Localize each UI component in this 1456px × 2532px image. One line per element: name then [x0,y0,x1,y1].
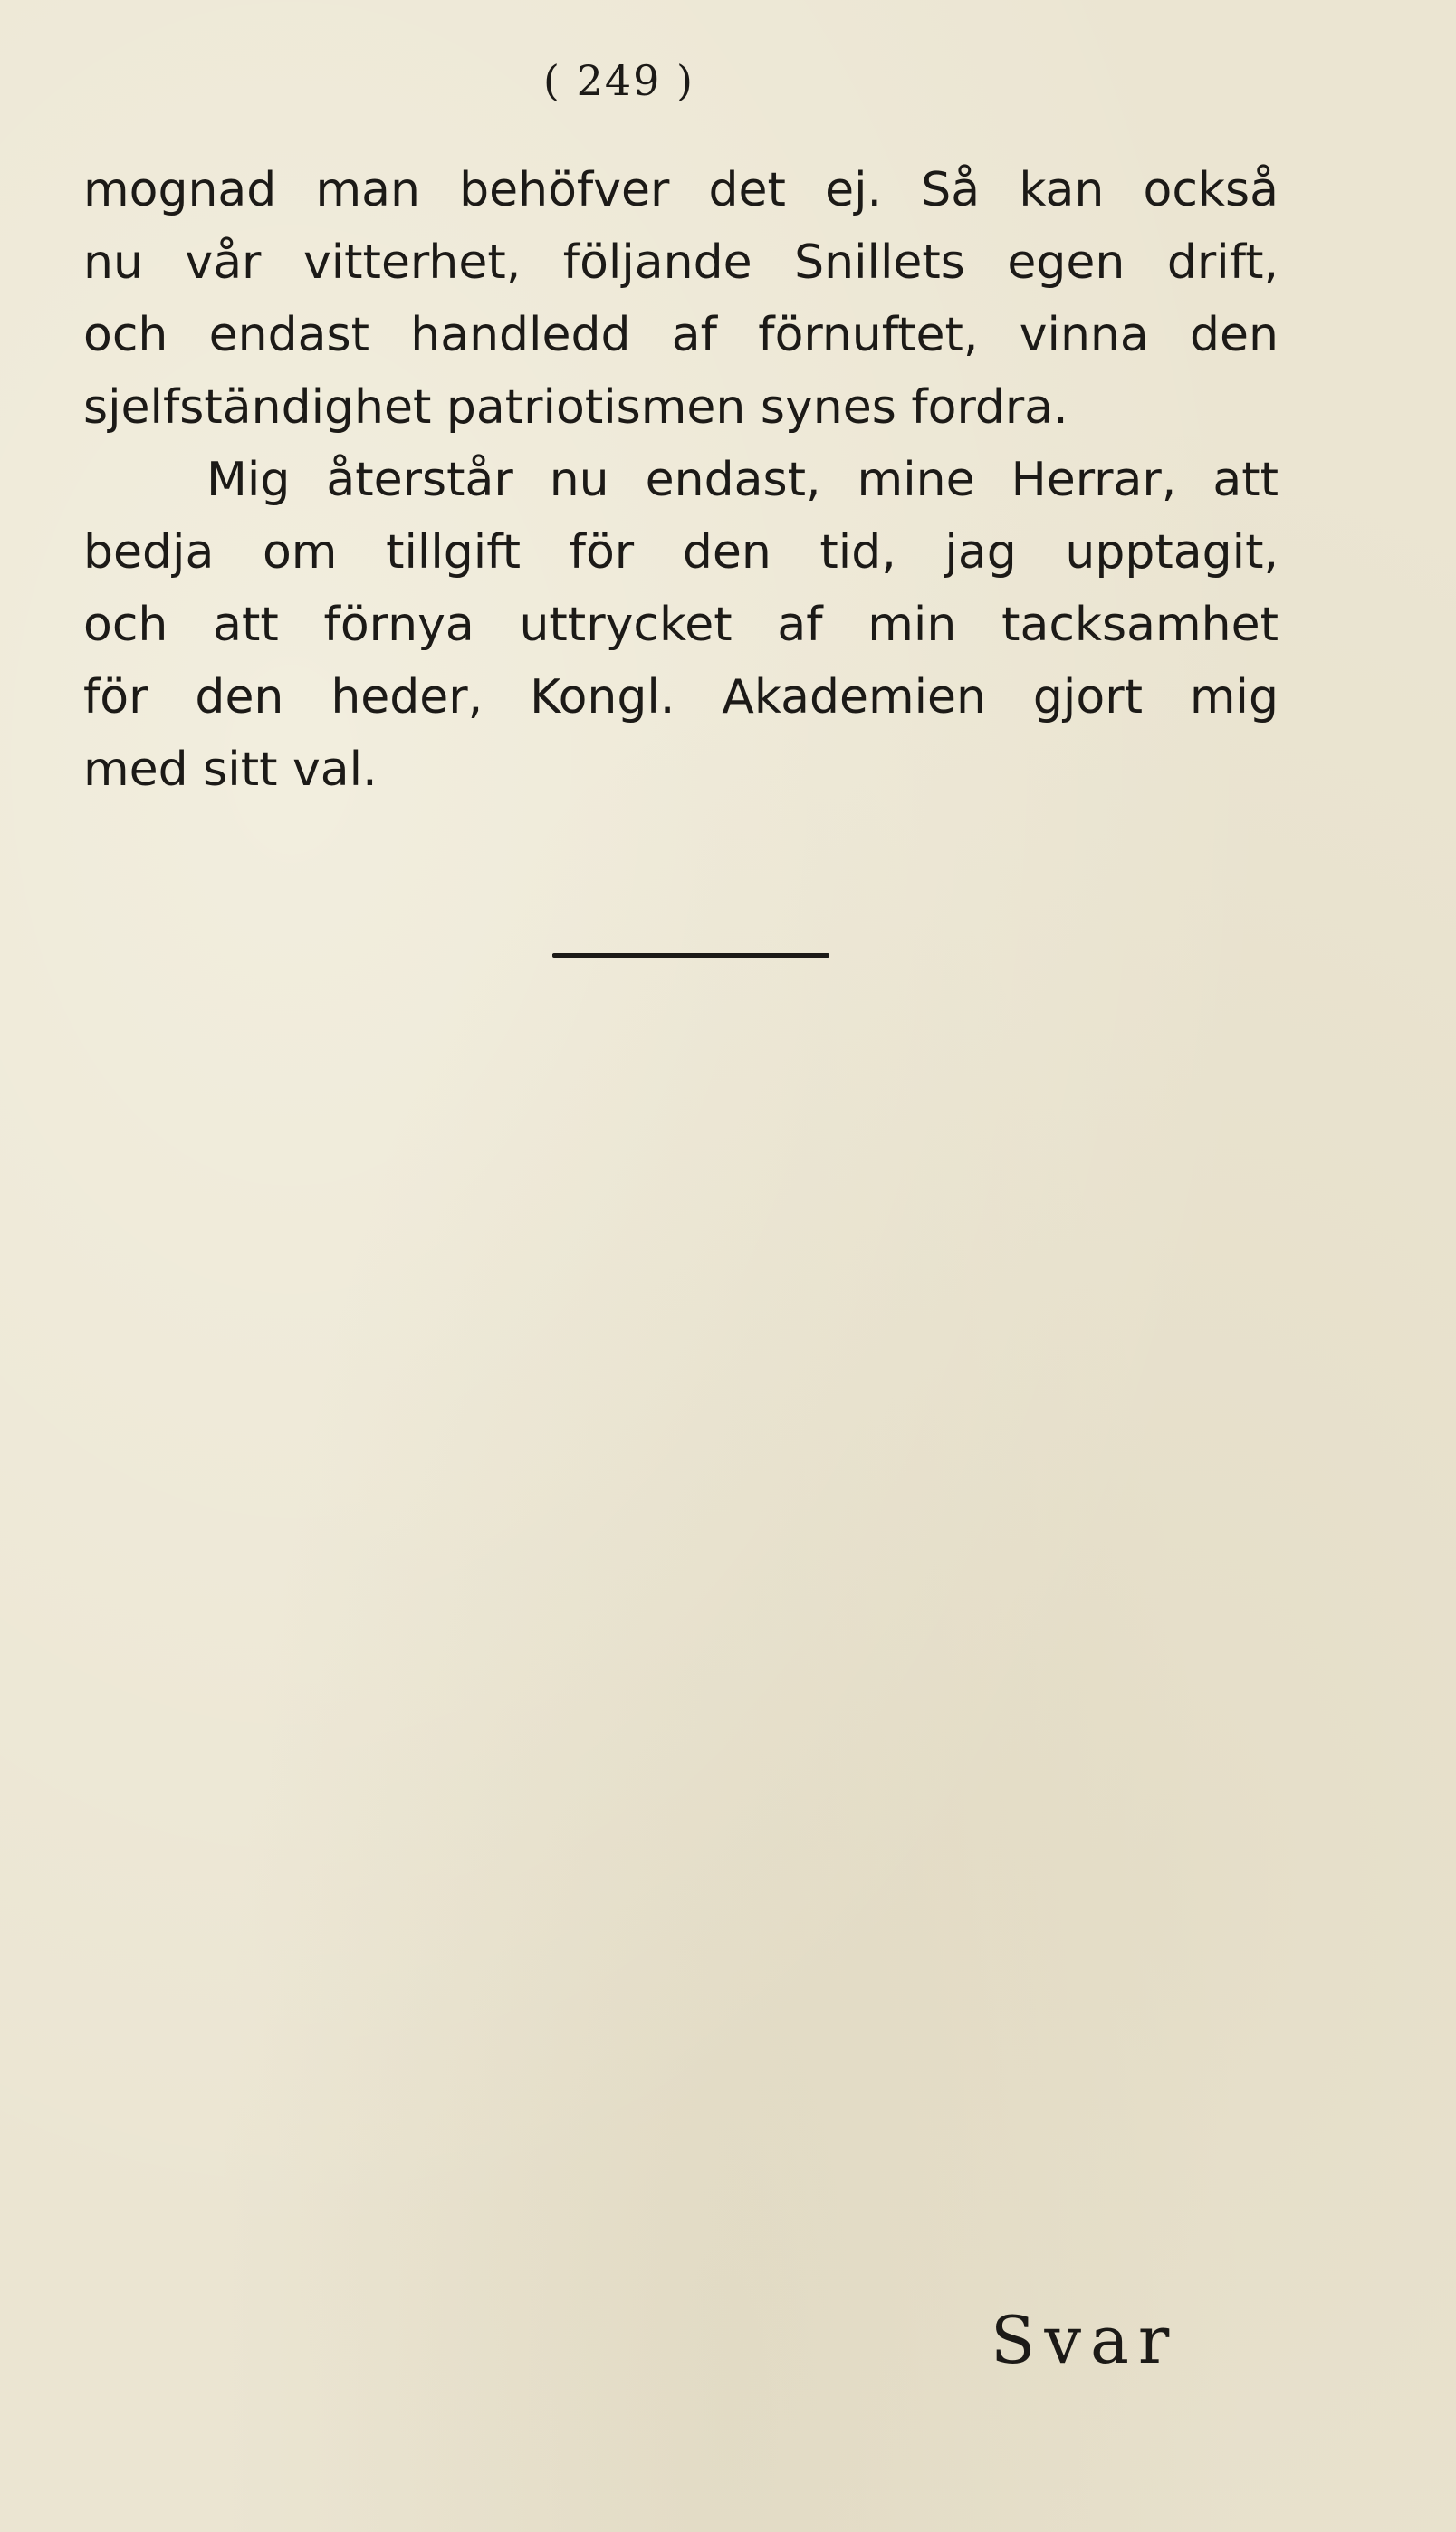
text-line: mognad man behöfver det ej. Så kan också [83,163,1279,217]
section-divider-rule [552,953,829,958]
text-line: och endast handledd af förnuftet, vinna den [83,308,1279,362]
text-line: bedja om tillgift för den tid, jag upptagit, [83,525,1279,580]
text-line: sjelfständighet patriotismen synes fordra. [83,380,1068,435]
text-line: Mig återstår nu endast, mine Herrar, att [206,453,1279,507]
text-line: och att förnya uttrycket af min tacksamhet [83,598,1279,652]
catchword: Svar [991,2302,1179,2378]
text-line: med sitt val. [83,743,378,797]
text-line: nu vår vitterhet, följande Snillets egen drift, [83,235,1279,290]
text-line: för den heder, Kongl. Akademien gjort mig [83,670,1279,724]
page-number: ( 249 ) [543,56,694,105]
body-text [83,154,1279,806]
